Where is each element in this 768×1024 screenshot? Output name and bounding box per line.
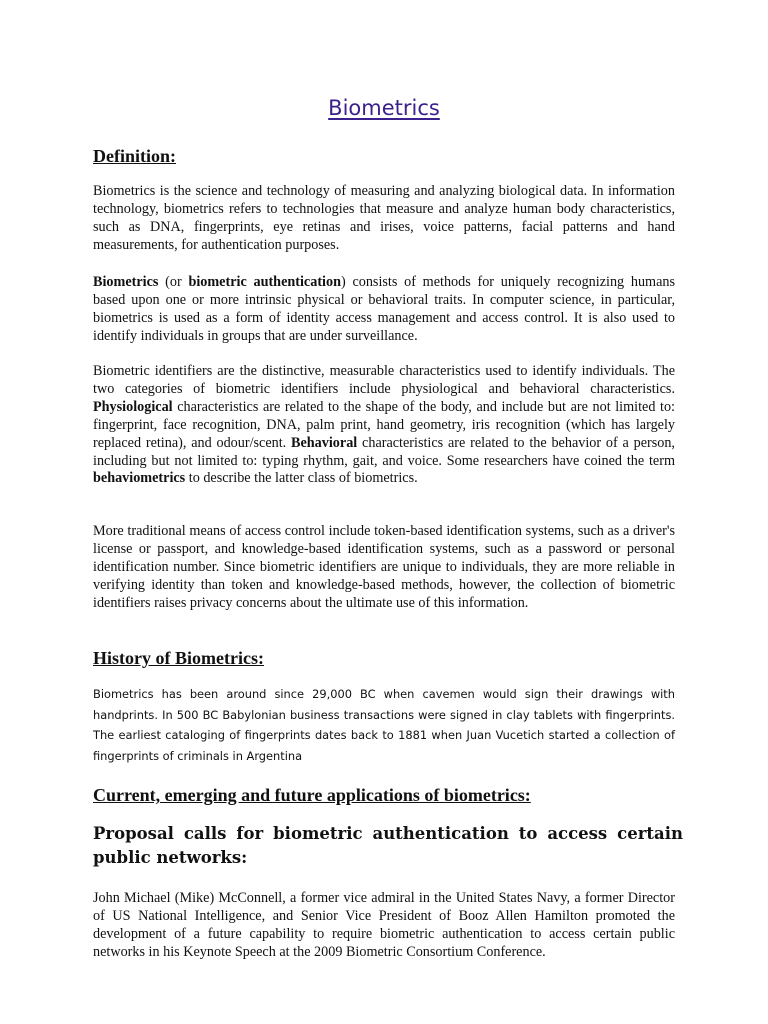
applications-paragraph: John Michael (Mike) McConnell, a former vice admiral in the United States Navy, a former Director of US National Intelligence, and Senior Vice President of Booz Allen Hamilton promoted the development of a future capability to require biometric authentication to access certain public networks in his Keynote Speech at the 2009 Biometric Consortium Conference. [93,890,675,960]
text-run: ) consists of methods for uniquely recognizing humans based upon one or more intrinsic physical or behavioral traits. In computer science, in particular, biometrics is used as a form of identity access management and access control. It is also used to identify individuals in groups that are under surveillance. [93,274,676,344]
definition-paragraph-3 [93,363,675,488]
page-title: Biometrics [328,96,440,120]
text-run: Biometric identifiers are the distinctive, measurable characteristics used to identify individuals. The two categories of biometric identifiers include physiological and behavioral characteristics. [93,363,675,397]
text-run: characteristics are related to the shape of the body, and include but are not limited to: fingerprint, face recognition, DNA, palm print, hand geometry, iris recognition (which has largely replaced retina), and odour/scent. [93,398,675,451]
text-run: (or [158,274,189,290]
definition-paragraph-4: More traditional means of access control include token-based identification systems, such as a driver's license or passport, and knowledge-based identification systems, such as a password or personal identification number. Since biometric identifiers are unique to individuals, they are more reliable in verifying identity than token and knowledge-based methods, however, the collection of biometric identifiers raises privacy concerns about the ultimate use of this information. [93,523,675,611]
history-heading: History of Biometrics: [93,648,264,668]
definition-paragraph-2 [93,274,675,346]
definition-paragraph-1: Biometrics is the science and technology of measuring and analyzing biological data. In information technology, biometrics refers to technologies that measure and analyze human body characteristics, such as DNA, fingerprints, eye retinas and irises, voice patterns, facial patterns and hand measurements, for authentication purposes. [93,183,675,253]
applications-heading: Current, emerging and future applications of biometrics: [93,785,531,805]
text-run: characteristics are related to the behavior of a person, including but not limited to: typing rhythm, gait, and voice. Some researchers have coined the term [93,434,675,469]
bold-term: Biometrics [93,274,159,290]
bold-term: Behavioral [291,434,358,451]
history-paragraph: Biometrics has been around since 29,000 BC when cavemen would sign their drawings with handprints. In 500 BC Babylonian business transactions were signed in clay tablets with fingerprints. The earliest cataloging of fingerprints dates back to 1881 when Juan Vucetich started a collection of fingerprints of criminals in Argentina [93,687,675,763]
definition-heading: Definition: [93,146,176,166]
text-run: to describe the latter class of biometrics. [185,470,418,487]
applications-subheading: Proposal calls for biometric authentication to access certain public networks: [93,824,683,867]
bold-term: Physiological [93,398,173,415]
bold-term: behaviometrics [93,470,186,487]
bold-term: biometric authentication [188,274,341,290]
